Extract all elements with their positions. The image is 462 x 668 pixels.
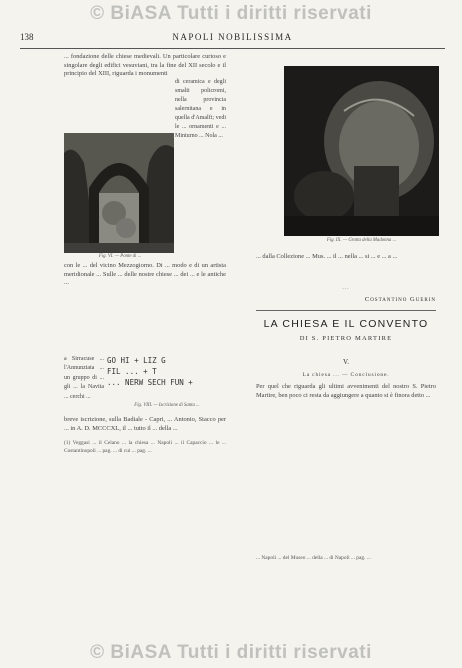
- left-footnotes: (1) Veggasi ... il Celano ... la chiesa ... Napoli ... il Capaccio ... le ... Costantinopoli ... pag. ... di cui ... pag. ...: [64, 440, 226, 454]
- page-header: [20, 32, 445, 46]
- running-title: NAPOLI NOBILISSIMA: [172, 32, 293, 42]
- inscription-line: ... NERW SECH FUN +: [107, 378, 193, 387]
- inscription-line: GO HI + LIZ G: [107, 356, 166, 365]
- inscription-line: FIL ... + T: [107, 367, 157, 376]
- right-footnotes: ... Napoli ... del Museo ... della ... di Napoli ... pag. ...: [256, 555, 371, 561]
- left-text-side: di ceramica e degli smalti policromi, nella provincia salernitana e in quella d'Amalfi; vedi le ... ornamenti e ... Minturno ... Nola ...: [175, 79, 226, 139]
- watermark-top: © BiASA Tutti i diritti riservati: [90, 3, 372, 24]
- signature-label: ...: [342, 285, 350, 291]
- section-heading: La chiesa ... — Conclusione.: [302, 372, 390, 378]
- header-rule: [20, 48, 445, 49]
- arch-photo: [64, 133, 174, 253]
- author-name: Costantino Guerin: [364, 296, 436, 303]
- article-subtitle: DI S. PIETRO MARTIRE: [299, 335, 393, 342]
- left-text-mid2: a Sirracuse ... l'Annunziata ... un gruppo di ... gli ... la Navita ... cerchi ...: [64, 356, 104, 400]
- arch-caption: Fig. VI. — Ponte di ...: [98, 254, 142, 259]
- left-text-bottom: breve iscrizione, sulla Badiale - Capri, ... Antonio, Stacco per ... in A. D. MCCCXL, il ... tutto il ... della ...: [64, 416, 226, 432]
- left-text-mid: con le ... del vicino Mezzogiorno. Di ... modo e di un artista meridionale ... Sulle ... delle nostre chiese ... dei ... e le antiche ...: [64, 262, 226, 287]
- cave-photo: [284, 66, 439, 236]
- right-body-text: Per quel che riguarda gli ultimi avvenimenti del nostro S. Pietro Martire, ben poco ci resta da aggiungere a quanto si è finora detto ...: [256, 383, 436, 399]
- cave-caption: Fig. IX. — Grotta della Madonna ...: [326, 238, 397, 243]
- page-number: 138: [20, 32, 34, 42]
- watermark-bottom: © BiASA Tutti i diritti riservati: [90, 642, 372, 663]
- article-title: LA CHIESA E IL CONVENTO: [263, 318, 429, 330]
- inscription-caption: Fig. VIII. — Iscrizione di Santa ...: [134, 403, 200, 408]
- right-text-top: ... dalla Collezione ... Mus. ... il ... nella ... si ... e ... a ...: [256, 253, 398, 260]
- section-separator: [256, 310, 436, 311]
- left-text-top: ... fondazione delle chiese medievali. Un particolare curioso e singolare degli edifici vesuviani, tra la fine del XII secolo e il principio del XIII, riguarda i monumenti: [64, 53, 226, 78]
- inscription-figure: [107, 355, 227, 403]
- section-numeral: V.: [343, 358, 349, 366]
